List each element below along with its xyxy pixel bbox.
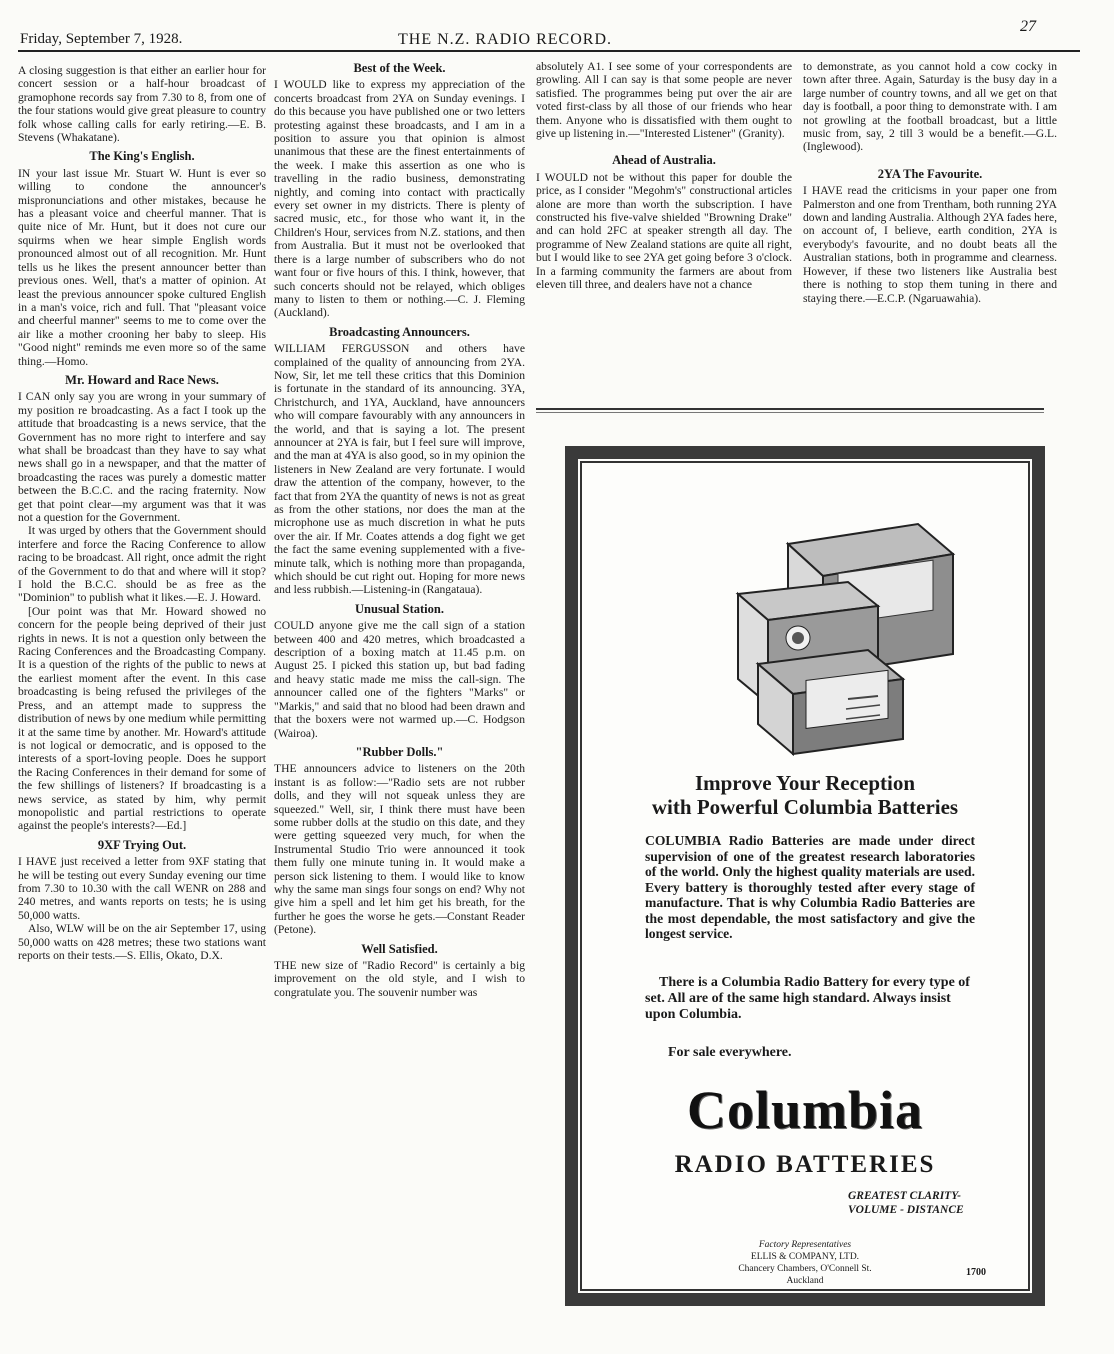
ad-body-2: There is a Columbia Radio Battery for every type of set. All are of the same high standard. Always insist upon Columbia. (645, 975, 970, 1022)
ad-headline-1: Improve Your Reception (694, 771, 916, 795)
rep-city: Auckland (786, 1276, 824, 1286)
letter-9xf-1: I HAVE just received a letter from 9XF stating that he will be testing out every Sunday evening our time from 7.30 to 10.30 with the call WENR on 288 and 240 metres, and wants reports on tests; he is using 50,000 watts. (18, 855, 266, 922)
letter-broadcasting-announcers: WILLIAM FERGUSSON and others have complained of the quality of announcing from 2YA. Now, Sir, let me tell these critics that this Dominion is fortunate in the standard of its announcing. 3YA, Christchurch, and 1YA, Auckland, have announcers who will compare favourably with any announcers in the world, and that is saying a lot. The present announcer at 2YA is fair, but I feel sure will improve, and the man at 4YA is also good, so in my opinion the listeners in New Zealand are very fortunate. I would draw the attention of the company, however, to the fact that from 2YA the quantity of news is not as great as from the other stations, nor does the man at the microphone use as much discretion in what he puts over the air. If Mr. Coates attends a dog fight we get the fact the same evening supplemented with a five-minute talk, which is nothing more than propaganda, which should be cut right out. Hoping for more news and less rubbish.—Listening-in (Rangataua). (274, 342, 525, 597)
ad-code: 1700 (966, 1267, 986, 1278)
letter-unusual-station: COULD anyone give me the call sign of a station between 400 and 420 metres, which broadcasted a description of a boxing match at 11.45 p.m. on August 25. I picked this station up, but bad fading and heavy static made me miss the call-sign. The announcer called one of the fighters "Marks" or "Markis," and said that no blood had been drawn and that the boxers were not warmed up.—C. Hodgson (Wairoa). (274, 619, 525, 740)
publication-title: THE N.Z. RADIO RECORD. (398, 31, 612, 48)
ad-tagline (848, 1189, 964, 1217)
letter-closing-suggestion: A closing suggestion is that either an earlier hour for concert session or a half-hour broadcast of gramophone records say from 7.30 to 8, from one of the four stations would give great pleasure to country folk whose calling calls for early retiring.—E. B. Stevens (Whakatane). (18, 64, 266, 145)
column-1 (18, 64, 266, 1334)
letter-2ya-favourite: I HAVE read the criticisms in your paper one from Palmerston and one from Trentham, both running 2YA down and landing Australia. Although 2YA fades here, on account of, I believe, earth condition, 2YA is everybody's favourite, and no doubt beats all the Australian stations, both in programme and clearness. However, if these two listeners like Australia best there is nothing to stop them tuning in there and staying there.—E.C.P. (Ngaruawahia). (803, 184, 1057, 305)
letter-inglewood: to demonstrate, as you cannot hold a cow cocky in town after three. Again, Saturday is the busy day in a large number of country towns, and all we get on that day is football, a poor thing to demonstrate with. I am not growling at the football broadcast, but a little music from, say, 2 till 3 would be a benefit.—G.L. (Inglewood). (803, 60, 1057, 154)
heading-rubber-dolls: "Rubber Dolls." (355, 744, 444, 759)
letter-ahead-of-australia: I WOULD not be without this paper for double the price, as I consider "Megohm's" constructional articles alone are more than worth the subscription. I have constructed his five-valve shielded "Browning Drake" and can hold 2FC at speaker strength all day. The programme of New Zealand stations are quite all right, but I would like to see 2YA get going before 3 o'clock. In a farming community the farmers are about from eleven till three, and dealers have not a chance (536, 170, 792, 292)
ad-headline-2: with Powerful Columbia Batteries (651, 795, 959, 819)
rep-address: Chancery Chambers, O'Connell St. (738, 1264, 872, 1274)
section-divider-thin (536, 412, 1044, 413)
heading-unusual-station: Unusual Station. (355, 601, 444, 616)
letter-rubber-dolls: THE announcers advice to listeners on the 20th instant is as follow:—"Radio sets are not rubber dolls, and they will not squeak unless they are squeezed." Well, sir, I think there must have been some rubber dolls at the studio on this date, and they were getting squeezed very much, for when the Instrumental Studio Trio were announced it took them fully one minute tuning in. It would make a person sick listening to them. I would like to know why the same man sings four songs on end? Why not give him a spell and let him get his breath, for the further he goes the worse he gets.—Constant Reader (Petone). (274, 762, 525, 937)
heading-kings-english: The King's English. (89, 149, 195, 164)
letter-interested-listener: absolutely A1. I see some of your correspondents are growling. All I can say is that some people are never satisfied. The programmes being put over the air are voted first-class by all those of our friends who hear them. Anyone who is dissatisfied with them ought to give up listening in.—"Interested Listener" (Granity). (536, 60, 792, 141)
letter-kings-english: IN your last issue Mr. Stuart W. Hunt is ever so willing to condone the announcer's mispronunciations and other mistakes, because he has a pleasant voice and cheerful manner. That is quite nice of Mr. Hunt, but it does not cure our squirms when we hear simple English words pronounced almost out of all recognition. Mr. Hunt tells us he likes the present announcer better than previous ones. Well, that's a matter of opinion. At least the previous announcer spoke cultured English in a man's voice, rich and full. That "pleasant voice and cheerful manner" seems to me to come over the air like a mother crooning her baby to sleep. His "Good night" reminds me even more so of the same thing.—Homo. (18, 166, 266, 368)
ad-tagline-1: GREATEST CLARITY- (848, 1190, 962, 1202)
rep-company: ELLIS & COMPANY, LTD. (750, 1252, 860, 1262)
header-rule (18, 50, 1080, 52)
heading-ahead-of-australia: Ahead of Australia. (612, 153, 716, 168)
battery-illustration (728, 514, 968, 759)
heading-well-satisfied: Well Satisfied. (361, 941, 438, 956)
heading-broadcasting-announcers: Broadcasting Announcers. (329, 324, 470, 339)
issue-date: Friday, September 7, 1928. (20, 31, 183, 47)
letter-howard-2: It was urged by others that the Government should interfere and force the Racing Conference to allow racing to be broadcast. All right, once admit the right of the Government to do that and where will it stop? I hold the B.C.C. should be as free as the "Dominion" to publish what it likes.—E. J. Howard. (18, 524, 266, 605)
page-number: 27 (1020, 18, 1036, 35)
heading-howard-race-news: Mr. Howard and Race News. (65, 372, 219, 387)
heading-2ya-favourite: 2YA The Favourite. (877, 166, 983, 181)
ad-tagline-2: VOLUME - DISTANCE (848, 1204, 964, 1216)
columbia-logo: Columbia (686, 1080, 924, 1140)
rep-heading: Factory Representatives (758, 1240, 852, 1250)
letter-well-satisfied: THE new size of "Radio Record" is certainly a big improvement on the old style, and I wish to congratulate you. The souvenir number was (274, 959, 525, 999)
ad-sale-line: For sale everywhere. (668, 1045, 792, 1060)
section-divider (536, 408, 1044, 410)
page-header (0, 0, 1114, 50)
letter-howard-1: I CAN only say you are wrong in your summary of my position re broadcasting. As a fact I took up the attitude that broadcasting is a news service, that the Government has no more right to interfere and say what shall be broadcast than they have to say what news shall go in a newspaper, and that the matter of broadcasting the races was purely a domestic matter between the B.C.C. and the racing fraternity. Now get that point clear—my argument was that it was not a question for the Government. (18, 390, 266, 524)
letter-best-of-week: I WOULD like to express my appreciation of the concerts broadcast from 2YA on Sunday evenings. I do this because you have published one or two letters protesting against these broadcasts, and I am in a position to assure you that opinion is almost unanimous that these are the finest entertainments of the week. I make this assertion as one who is travelling in the radio business, demonstrating nightly, and coming into contact with practically every set owner in my districts. There is plenty of sacred music, etc., for those who want it, in the Children's Hour, services from N.Z. stations, and then from Australia. But it must not be overlooked that there is a large number of subscribers who do not want four or five hours of this. I think, however, that such concerts should not be relayed, which obliges many to listen to them or nothing.—C. J. Fleming (Auckland). (274, 78, 525, 320)
ad-body-1: COLUMBIA Radio Batteries are made under direct supervision of one of the greatest research laboratories of the world. Only the highest quality materials are used. Every battery is thoroughly tested after every stage of manufacture. That is why Columbia Radio Batteries are the most dependable, the most satisfactory and give the longest service. (645, 833, 975, 941)
column-4 (803, 60, 1057, 400)
heading-best-of-week: Best of the Week. (353, 61, 446, 75)
columbia-advertisement (565, 446, 1045, 1306)
letter-9xf-2: Also, WLW will be on the air September 17, using 50,000 watts on 428 metres; these two stations want reports on their tests.—S. Ellis, Okato, D.X. (18, 922, 266, 962)
editor-note: [Our point was that Mr. Howard showed no concern for the people being deprived of their just rights in news. It is not a question only between the Racing Conferences and the Broadcasting Company. It is a question of the rights of the public to news at the earliest moment after the event. In this case broadcasting is being refused the privileges of the Press, and an attempt made to suppress the distribution of news by one medium while permitting it at the same time by another. Mr. Howard's attitude is not logical or democratic, and is opposed to the interests of a sport-loving people. Does he support the Racing Conferences in their demand for some of the few shillings of listeners? If broadcasting is a news service, as stated by him, why permit monopolistic and partial restrictions to operate against the people's interests?—Ed.] (18, 604, 266, 833)
radio-batteries-logo: RADIO BATTERIES (674, 1151, 936, 1178)
column-2 (274, 60, 525, 1335)
heading-9xf: 9XF Trying Out. (97, 837, 187, 852)
column-3 (536, 60, 792, 400)
factory-representatives (578, 1239, 1032, 1287)
